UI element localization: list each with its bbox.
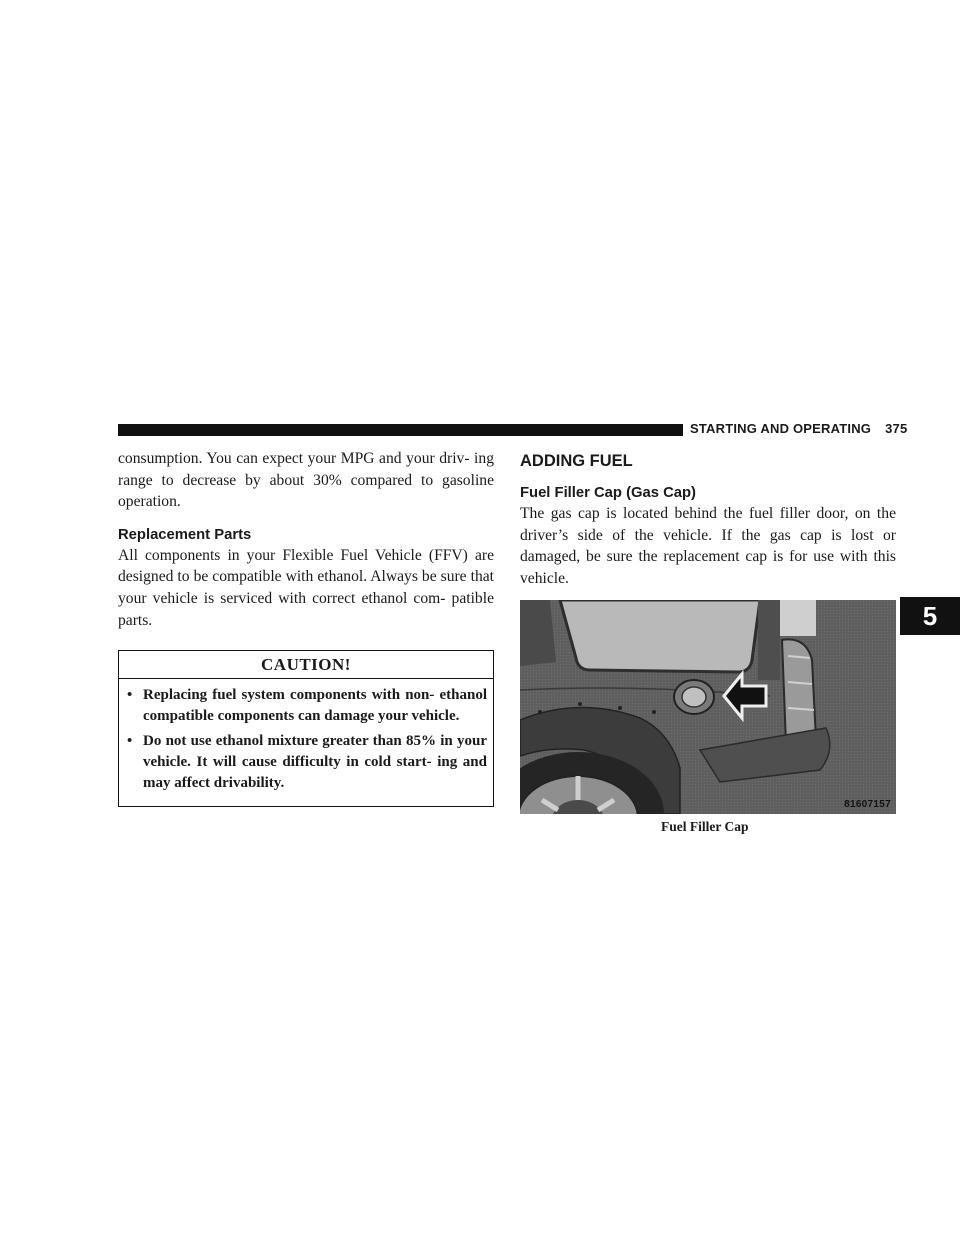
left-column bbox=[118, 448, 494, 807]
running-header bbox=[690, 421, 907, 436]
fuel-cap-paragraph: The gas cap is located behind the fuel filler door, on the driver’s side of the vehicle. If the gas cap is lost or damaged, be sure the replacement cap is for use with this vehicle. bbox=[520, 505, 896, 587]
caution-title: CAUTION! bbox=[119, 651, 493, 679]
adding-fuel-heading: ADDING FUEL bbox=[520, 452, 633, 470]
replacement-paragraph: All components in your Flexible Fuel Vehicle (FFV) are designed to be compatible with ethanol. Always be sure that your vehicle is serviced with correct ethanol com- patible parts. bbox=[118, 546, 494, 629]
bullet-icon: • bbox=[127, 733, 133, 750]
fuel-filler-cap-heading: Fuel Filler Cap (Gas Cap) bbox=[520, 485, 696, 501]
caution-box bbox=[118, 650, 494, 807]
figure-caption: Fuel Filler Cap bbox=[661, 819, 749, 835]
header-rule bbox=[118, 424, 683, 436]
caution-item-text: Replacing fuel system components with non- ethanol compatible components can damage your vehicle. bbox=[143, 687, 487, 725]
caution-item bbox=[127, 731, 487, 794]
caution-item bbox=[127, 685, 487, 727]
vehicle-illustration bbox=[520, 600, 896, 814]
caution-item-text: Do not use ethanol mixture greater than 85% in your vehicle. It will cause difficulty in cold start- ing and may affect drivability. bbox=[143, 733, 487, 792]
page-number: 375 bbox=[885, 421, 908, 436]
right-column bbox=[520, 448, 896, 836]
intro-paragraph: consumption. You can expect your MPG and your driv- ing range to decrease by about 30% compared to gasoline operation. bbox=[118, 450, 494, 511]
bullet-icon: • bbox=[127, 687, 133, 704]
figure-code: 81607157 bbox=[844, 799, 891, 811]
replacement-parts-heading: Replacement Parts bbox=[118, 526, 252, 543]
chapter-tab: 5 bbox=[900, 597, 960, 635]
fuel-filler-cap-image bbox=[520, 600, 896, 814]
caution-list bbox=[119, 679, 493, 806]
section-title: STARTING AND OPERATING bbox=[690, 421, 872, 436]
